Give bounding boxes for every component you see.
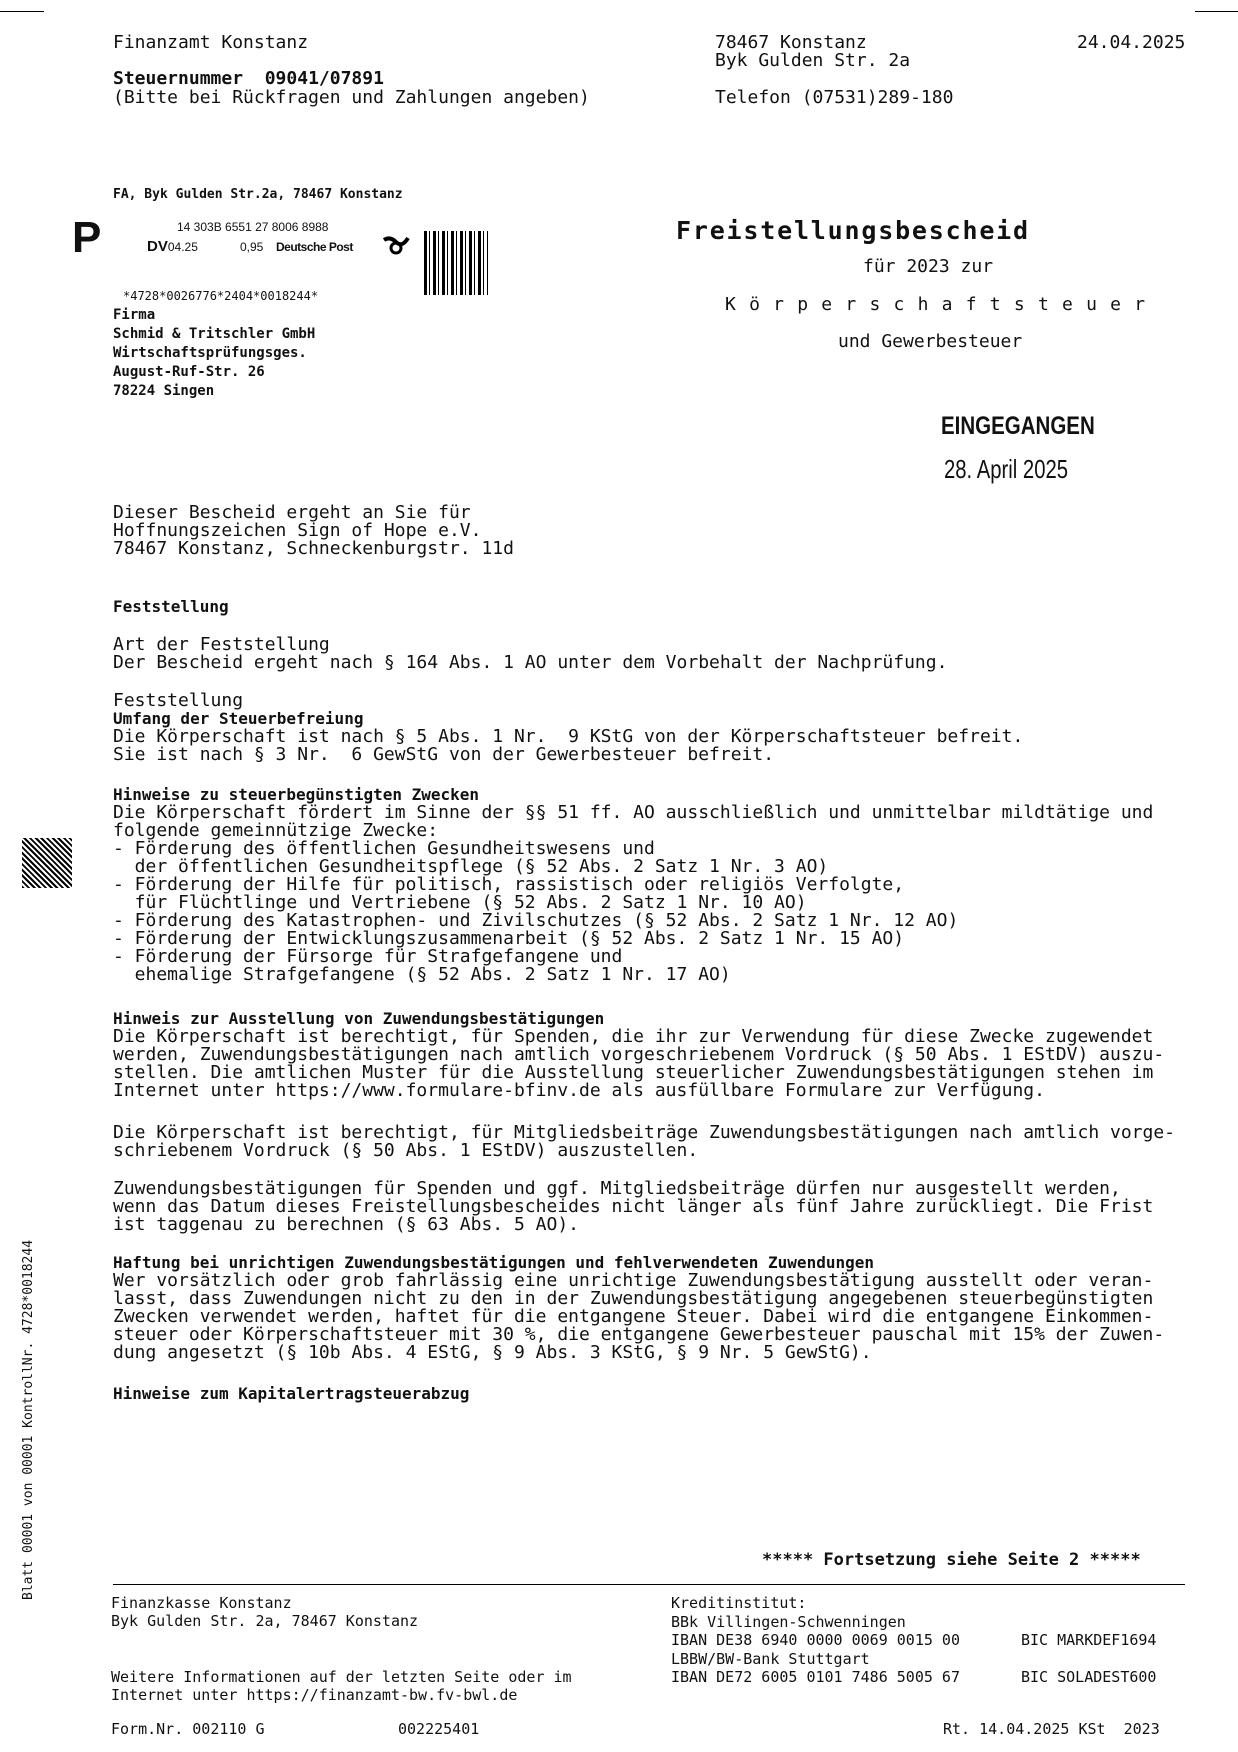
list-item: - Förderung des Katastrophen- und Zivilschutzes (§ 52 Abs. 2 Satz 1 Nr. 12 AO) — [113, 910, 959, 931]
text-line: Die Körperschaft ist nach § 5 Abs. 1 Nr. 9 KStG von der Körperschaftsteuer befreit. — [113, 726, 1024, 747]
text-line: steuer oder Körperschaftsteuer mit 30 %, die entgangene Gewerbesteuer pauschal mit 15% der Zuwen- — [113, 1324, 1165, 1345]
text-line: werden, Zuwendungsbestätigungen nach amtlich vorgeschriebenem Vordruck (§ 50 Abs. 1 EStDV) auszu- — [113, 1044, 1165, 1065]
text-line: Die Körperschaft ist berechtigt, für Spenden, die ihr zur Verwendung für diese Zwecke zugewendet — [113, 1026, 1154, 1047]
form-number: Form.Nr. 002110 G — [111, 1720, 265, 1738]
top-rule — [0, 11, 44, 12]
bank-name: LBBW/BW-Bank Stuttgart — [671, 1649, 870, 1668]
postage-dv — [147, 239, 198, 255]
postage-datamatrix — [424, 231, 488, 295]
text-line: Der Bescheid ergeht nach § 164 Abs. 1 AO unter dem Vorbehalt der Nachprüfung. — [113, 652, 948, 673]
zwecke-section — [113, 786, 1153, 984]
title-tax-kst: K ö r p e r s c h a f t s t e u e r — [725, 294, 1147, 315]
footer-line: Finanzkasse Konstanz — [111, 1594, 292, 1612]
footer-bank — [671, 1594, 1157, 1687]
postage-control: *4728*0026776*2404*0018244* — [123, 289, 319, 303]
text-line: Die Körperschaft ist berechtigt, für Mitgliedsbeiträge Zuwendungsbestätigungen nach amtlich vorge- — [113, 1122, 1176, 1143]
footer-kasse — [111, 1594, 418, 1630]
addressee-line: Dieser Bescheid ergeht an Sie für — [113, 502, 471, 523]
received-stamp-label: EINGEGANGEN — [941, 412, 1095, 440]
text-line: folgende gemeinnützige Zwecke: — [113, 820, 439, 841]
footer-line: Weitere Informationen auf der letzten Seite oder im — [111, 1668, 572, 1686]
bank-iban — [671, 1668, 1157, 1687]
addressee-line: Hoffnungszeichen Sign of Hope e.V. — [113, 520, 482, 541]
side-control-text: Blatt 00001 von 00001 KontrollNr. 4728*0018244 — [21, 1239, 36, 1600]
postage-code: 14 303B 6551 27 8006 8988 — [177, 220, 329, 234]
footer-info — [111, 1668, 572, 1704]
text-line: Feststellung — [113, 690, 244, 711]
text-line: Internet unter https://www.formulare-bfinv.de als ausfüllbare Formulare zur Verfügung. — [113, 1080, 1045, 1101]
text-line: lasst, dass Zuwendungen nicht zu den in der Zuwendungsbestätigung angegebenen steuerbegünstigten — [113, 1288, 1154, 1309]
tax-number-note: (Bitte bei Rückfragen und Zahlungen angeben) — [113, 87, 590, 108]
recipient-line: Firma — [113, 307, 156, 323]
office-city: 78467 Konstanz — [715, 32, 867, 53]
text-line: Die Körperschaft fördert im Sinne der §§ 51 ff. AO ausschließlich und unmittelbar mildtätige und — [113, 802, 1154, 823]
text-line: stellen. Die amtlichen Muster für die Ausstellung steuerlicher Zuwendungsbestätigungen stehen im — [113, 1062, 1154, 1083]
list-item: ehemalige Strafgefangene (§ 52 Abs. 2 Satz 1 Nr. 17 AO) — [113, 964, 731, 985]
section-heading-ausstellung: Hinweis zur Ausstellung von Zuwendungsbestätigungen — [113, 1009, 605, 1028]
office-name: Finanzamt Konstanz — [113, 32, 309, 53]
haftung-section — [113, 1254, 1164, 1362]
art-der-feststellung — [113, 636, 947, 672]
text-line: Art der Feststellung — [113, 634, 330, 655]
bic-value: BIC MARKDEF1694 — [1021, 1631, 1157, 1649]
top-rule-right — [1195, 11, 1238, 12]
form-code: 002225401 — [398, 1720, 480, 1738]
recipient-line: August-Ruf-Str. 26 — [113, 364, 265, 380]
postage-carrier: Deutsche Post — [276, 240, 353, 254]
office-phone: Telefon (07531)289-180 — [715, 87, 954, 108]
section-heading-haftung: Haftung bei unrichtigen Zuwendungsbestätigungen und fehlverwendeten Zuwendungen — [113, 1253, 874, 1272]
iban-value: IBAN DE72 6005 0101 7486 5005 67 — [671, 1668, 960, 1686]
recipient-line: 78224 Singen — [113, 383, 215, 399]
postage-dv-date: 04.25 — [167, 240, 198, 254]
title-year: für 2023 zur — [863, 256, 994, 277]
list-item: der öffentlichen Gesundheitspflege (§ 52 Abs. 2 Satz 1 Nr. 3 AO) — [113, 856, 829, 877]
text-line: dung angesetzt (§ 10b Abs. 4 EStG, § 9 Abs. 3 KStG, § 9 Nr. 5 GewStG). — [113, 1342, 872, 1363]
postage-dv-label: DV — [147, 238, 168, 255]
text-line: Zuwendungsbestätigungen für Spenden und ggf. Mitgliedsbeiträge dürfen nur ausgestellt werden, — [113, 1178, 1121, 1199]
addressee-line: 78467 Konstanz, Schneckenburgstr. 11d — [113, 538, 514, 559]
iban-value: IBAN DE38 6940 0000 0069 0015 00 — [671, 1631, 960, 1649]
text-line: Zwecken verwendet werden, haftet für die entgangene Steuer. Dabei wird die entgangene Einkommen- — [113, 1306, 1154, 1327]
text-line: schriebenem Vordruck (§ 50 Abs. 1 EStDV) auszustellen. — [113, 1140, 699, 1161]
continuation-note: ***** Fortsetzung siehe Seite 2 ***** — [762, 1550, 1141, 1570]
tax-number: Steuernummer 09041/07891 — [113, 68, 384, 89]
footer-line: Internet unter https://finanzamt-bw.fv-bwl.de — [111, 1686, 518, 1704]
postage-price: 0,95 — [240, 240, 264, 254]
list-item: für Flüchtlinge und Vertriebene (§ 52 Abs. 2 Satz 1 Nr. 10 AO) — [113, 892, 807, 913]
frist-section — [113, 1180, 1153, 1234]
section-heading-umfang: Umfang der Steuerbefreiung — [113, 709, 364, 728]
letter-date: 24.04.2025 — [1077, 32, 1186, 53]
list-item: - Förderung des öffentlichen Gesundheitswesens und — [113, 838, 655, 859]
addressee-intro — [113, 504, 514, 558]
recipient-block — [113, 306, 315, 401]
office-street: Byk Gulden Str. 2a — [715, 50, 911, 71]
umfang-section — [113, 692, 1023, 764]
bank-iban — [671, 1631, 1157, 1650]
posthorn-icon — [382, 234, 410, 256]
text-line: ist taggenau zu berechnen (§ 63 Abs. 5 AO). — [113, 1214, 579, 1235]
text-line: wenn das Datum dieses Freistellungsbescheides nicht länger als fünf Jahre zurückliegt. Die Frist — [113, 1196, 1154, 1217]
text-line: Wer vorsätzlich oder grob fahrlässig eine unrichtige Zuwendungsbestätigung ausstellt oder veran- — [113, 1270, 1154, 1291]
recipient-line: Schmid & Tritschler GmbH — [113, 326, 316, 342]
list-item: - Förderung der Fürsorge für Strafgefangene und — [113, 946, 623, 967]
section-heading-kapital: Hinweise zum Kapitalertragsteuerabzug — [113, 1384, 470, 1403]
bank-label: Kreditinstitut: — [671, 1594, 807, 1612]
footer-line: Byk Gulden Str. 2a, 78467 Konstanz — [111, 1612, 419, 1630]
mitglied-section — [113, 1124, 1175, 1160]
received-stamp-date: 28. April 2025 — [944, 454, 1069, 484]
footer-rule — [113, 1584, 1185, 1585]
section-heading-zwecke: Hinweise zu steuerbegünstigten Zwecken — [113, 785, 480, 804]
bank-name: BBk Villingen-Schwenningen — [671, 1612, 906, 1631]
list-item: - Förderung der Hilfe für politisch, rassistisch oder religiös Verfolgte, — [113, 874, 905, 895]
text-line: Sie ist nach § 3 Nr. 6 GewStG von der Gewerbesteuer befreit. — [113, 744, 775, 765]
recipient-line: Wirtschaftsprüfungsges. — [113, 345, 307, 361]
rt-reference: Rt. 14.04.2025 KSt 2023 — [943, 1720, 1160, 1738]
title-tax-gewst: und Gewerbesteuer — [838, 331, 1023, 352]
section-heading-feststellung: Feststellung — [113, 597, 229, 616]
ausstellung-section — [113, 1010, 1164, 1100]
bic-value: BIC SOLADEST600 — [1021, 1668, 1157, 1686]
postage-mark: P — [72, 213, 102, 262]
side-datamatrix — [22, 838, 72, 888]
document-title: Freistellungsbescheid — [676, 216, 1030, 245]
sender-line: FA, Byk Gulden Str.2a, 78467 Konstanz — [113, 187, 403, 202]
list-item: - Förderung der Entwicklungszusammenarbeit (§ 52 Abs. 2 Satz 1 Nr. 15 AO) — [113, 928, 905, 949]
